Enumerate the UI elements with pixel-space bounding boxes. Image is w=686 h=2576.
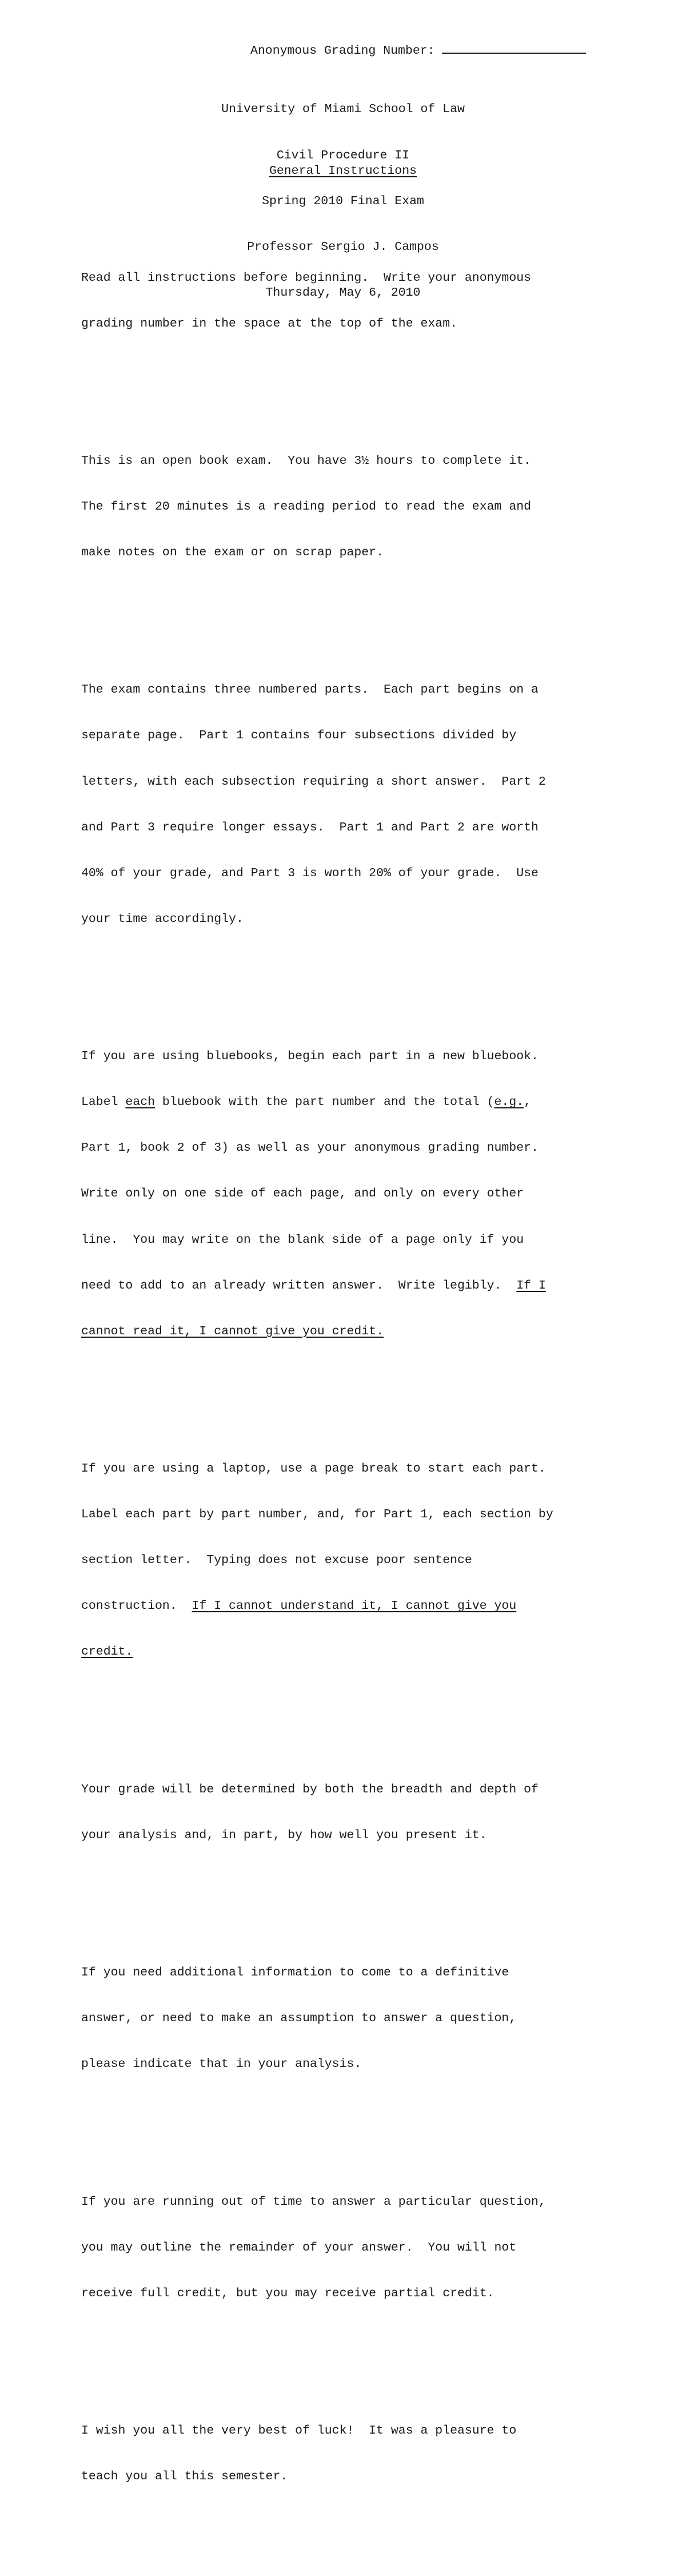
text-line: line. You may write on the blank side of a page only if you (81, 1233, 524, 1247)
text-line: Read all instructions before beginning. Write your anonymous (81, 271, 532, 285)
exam-date: Thursday, May 6, 2010 (265, 285, 421, 300)
text-line (81, 1095, 630, 1110)
paragraph-time (81, 2164, 630, 2332)
text-run: construction. (81, 1599, 192, 1613)
text-line: your time accordingly. (81, 912, 244, 926)
emphasis-understand-warning: If I cannot understand it, I cannot give you (192, 1599, 517, 1613)
paragraph-bluebooks (81, 1019, 630, 1370)
text-line: separate page. Part 1 contains four subsections divided by (81, 729, 517, 743)
anonymous-grading-blank[interactable] (442, 41, 586, 54)
text-line: grading number in the space at the top of the exam. (81, 316, 458, 331)
text-line: The exam contains three numbered parts. Each part begins on a (81, 683, 539, 697)
text-line: please indicate that in your analysis. (81, 2057, 362, 2072)
text-run: Label (81, 1095, 126, 1110)
text-run: , (524, 1095, 532, 1110)
text-line: Label each part by part number, and, for Part 1, each section by (81, 1508, 553, 1522)
text-line: Your grade will be determined by both the breadth and depth of (81, 1782, 539, 1796)
emphasis-eg: e.g. (494, 1095, 524, 1110)
text-line: make notes on the exam or on scrap paper. (81, 546, 384, 560)
text-line: teach you all this semester. (81, 2470, 288, 2484)
text-run: need to add to an already written answer. Write legibly. (81, 1278, 517, 1293)
anonymous-grading-label: Anonymous Grading Number: (250, 44, 435, 58)
emphasis-understand-warning: credit. (81, 1645, 133, 1659)
school-name: University of Miami School of Law (221, 102, 465, 117)
professor-name: Professor Sergio J. Campos (247, 240, 439, 254)
text-line: and Part 3 require longer essays. Part 1 and Part 2 are worth (81, 820, 539, 834)
text-line: I wish you all the very best of luck! It was a pleasure to (81, 2424, 517, 2438)
text-line (81, 1644, 630, 1660)
text-line: receive full credit, but you may receive partial credit. (81, 2286, 494, 2300)
text-line: you may outline the remainder of your answer. You will not (81, 2240, 517, 2255)
text-run: bluebook with the part number and the total ( (155, 1095, 494, 1110)
anonymous-grading-number (250, 41, 586, 59)
text-line (81, 1324, 630, 1339)
text-line: 40% of your grade, and Part 3 is worth 20% of your grade. Use (81, 866, 539, 880)
text-line: The first 20 minutes is a reading period to read the exam and (81, 500, 532, 514)
text-line (81, 1599, 630, 1614)
text-line: letters, with each subsection requiring a short answer. Part 2 (81, 774, 546, 789)
section-title (0, 164, 686, 179)
instructions-body (81, 194, 630, 2576)
paragraph-read-instructions (81, 240, 630, 362)
text-line: If you are using bluebooks, begin each part in a new bluebook. (81, 1050, 539, 1064)
paragraph-exam-parts (81, 652, 630, 957)
text-line: This is an open book exam. You have 3½ hours to complete it. (81, 454, 532, 468)
text-line: section letter. Typing does not excuse poor sentence (81, 1553, 472, 1568)
text-line (81, 1278, 630, 1294)
text-line: If you are using a laptop, use a page break to start each part. (81, 1462, 546, 1476)
text-line: answer, or need to make an assumption to answer a question, (81, 2011, 517, 2026)
text-line: Write only on one side of each page, and only on every other (81, 1187, 524, 1201)
paragraph-open-book (81, 423, 630, 591)
paragraph-assumptions (81, 1935, 630, 2103)
text-line: If you are running out of time to answer a particular question, (81, 2195, 546, 2209)
paragraph-grading (81, 1751, 630, 1874)
paragraph-good-luck (81, 2393, 630, 2515)
course-name: Civil Procedure II (276, 148, 410, 162)
emphasis-each: each (125, 1095, 155, 1110)
emphasis-credit-warning: cannot read it, I cannot give you credit. (81, 1324, 384, 1338)
text-line: your analysis and, in part, by how well you present it. (81, 1828, 487, 1842)
emphasis-credit-warning: If I (516, 1278, 546, 1293)
paragraph-laptop (81, 1431, 630, 1691)
text-line: Part 1, book 2 of 3) as well as your anonymous grading number. (81, 1141, 539, 1155)
exam-title: Spring 2010 Final Exam (262, 194, 424, 208)
text-line: If you need additional information to come to a definitive (81, 1966, 509, 1980)
section-title-text: General Instructions (269, 164, 417, 178)
